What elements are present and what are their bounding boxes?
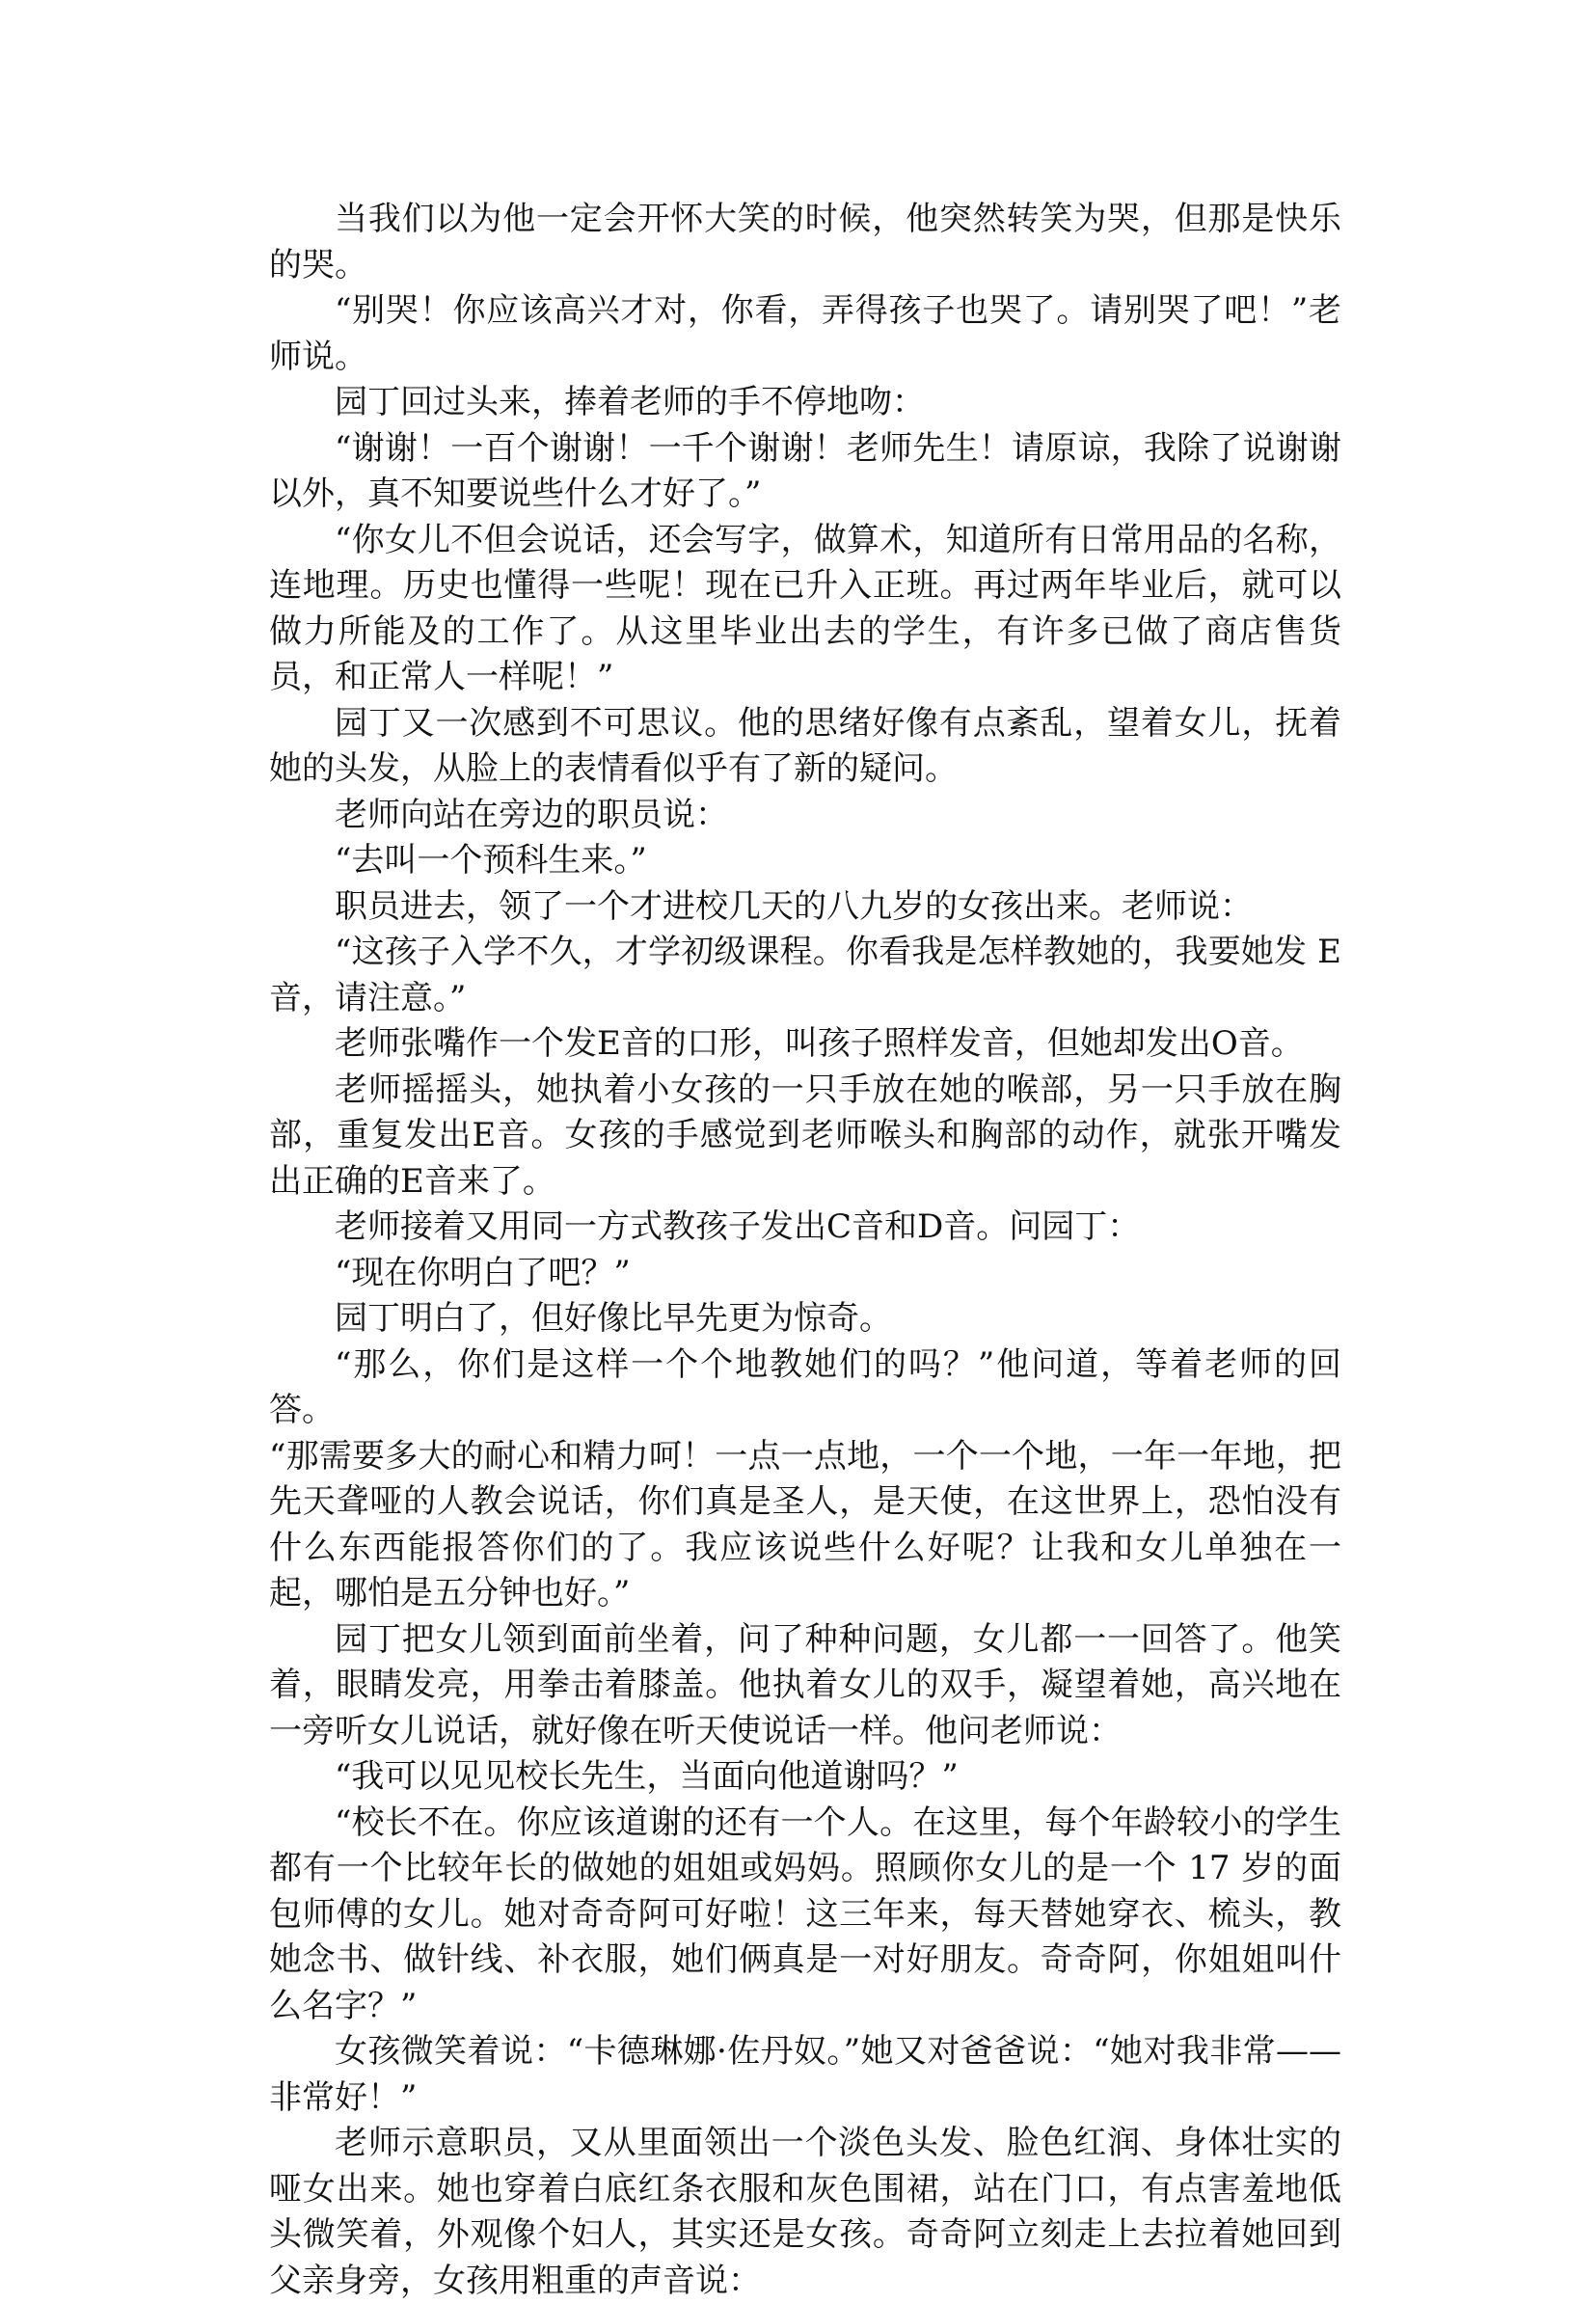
paragraph-16: “那么，你们是这样一个个地教她们的吗？”他问道，等着老师的回答。 xyxy=(269,1344,1341,1429)
paragraph-1: 当我们以为他一定会开怀大笑的时候，他突然转笑为哭，但那是快乐的哭。 xyxy=(269,200,1341,285)
paragraph-3: 园丁回过头来，捧着老师的手不停地吻： xyxy=(335,383,925,421)
paragraph-7: 老师向站在旁边的职员说： xyxy=(335,795,728,834)
paragraph-21: 女孩微笑着说：“卡德琳娜·佐丹奴。”她又对爸爸说：“她对我非常——非常好！” xyxy=(269,2032,1341,2117)
paragraph-19: “我可以见见校长先生，当面向他道谢吗？” xyxy=(335,1757,959,1796)
paragraph-8: “去叫一个预科生来。” xyxy=(335,841,647,880)
paragraph-6: 园丁又一次感到不可思议。他的思绪好像有点紊乱，望着女儿，抚着她的头发，从脸上的表情看似乎有了新的疑问。 xyxy=(269,703,1341,788)
paragraph-15: 园丁明白了，但好像比早先更为惊奇。 xyxy=(335,1299,892,1338)
paragraph-20: “校长不在。你应该道谢的还有一个人。在这里，每个年龄较小的学生都有一个比较年长的做她的姐姐或妈妈。照顾你女儿的是一个 17 岁的面包师傅的女儿。她对奇奇阿可好啦！这三年来，每天替她穿衣、梳头，教她念书、做针线、补衣服，她们俩真是一对好朋友。奇奇阿，你姐姐叫什么名字？” xyxy=(269,1803,1341,2025)
paragraph-12: 老师摇摇头，她执着小女孩的一只手放在她的喉部，另一只手放在胸部，重复发出E音。女孩的手感觉到老师喉头和胸部的动作，就张开嘴发出正确的E音来了。 xyxy=(269,1070,1341,1201)
paragraph-17: “那需要多大的耐心和精力呵！一点一点地，一个一个地，一年一年地，把先天聋哑的人教会说话，你们真是圣人，是天使，在这世界上，恐怕没有什么东西能报答你们的了。我应该说些什么好呢？让我和女儿单独在一起，哪怕是五分钟也好。” xyxy=(269,1436,1341,1613)
paragraph-14: “现在你明白了吧？” xyxy=(335,1253,631,1292)
paragraph-2: “别哭！你应该高兴才对，你看，弄得孩子也哭了。请别哭了吧！”老师说。 xyxy=(269,291,1341,376)
document-page xyxy=(269,197,1341,2304)
paragraph-4: “谢谢！一百个谢谢！一千个谢谢！老师先生！请原谅，我除了说谢谢以外，真不知要说些什么才好了。” xyxy=(269,428,1341,513)
paragraph-5: “你女儿不但会说话，还会写字，做算术，知道所有日常用品的名称，连地理。历史也懂得一些呢！现在已升入正班。再过两年毕业后，就可以做力所能及的工作了。从这里毕业出去的学生，有许多已做了商店售货员，和正常人一样呢！” xyxy=(269,520,1341,696)
paragraph-13: 老师接着又用同一方式教孩子发出C音和D音。问园丁： xyxy=(335,1207,1141,1246)
paragraph-18: 园丁把女儿领到面前坐着，问了种种问题，女儿都一一回答了。他笑着，眼睛发亮，用拳击着膝盖。他执着女儿的双手，凝望着她，高兴地在一旁听女儿说话，就好像在听天使说话一样。他问老师说： xyxy=(269,1619,1341,1750)
paragraph-22: 老师示意职员，又从里面领出一个淡色头发、脸色红润、身体壮实的哑女出来。她也穿着白底红条衣服和灰色围裙，站在门口，有点害羞地低头微笑着，外观像个妇人，其实还是女孩。奇奇阿立刻走上去拉着她回到父亲身旁，女孩用粗重的声音说： xyxy=(269,2124,1341,2300)
paragraph-11: 老师张嘴作一个发E音的口形，叫孩子照样发音，但她却发出O音。 xyxy=(335,1024,1304,1063)
paragraph-10: “这孩子入学不久，才学初级课程。你看我是怎样教她的，我要她发 E 音，请注意。” xyxy=(269,933,1341,1017)
paragraph-9: 职员进去，领了一个才进校几天的八九岁的女孩出来。老师说： xyxy=(335,886,1253,926)
